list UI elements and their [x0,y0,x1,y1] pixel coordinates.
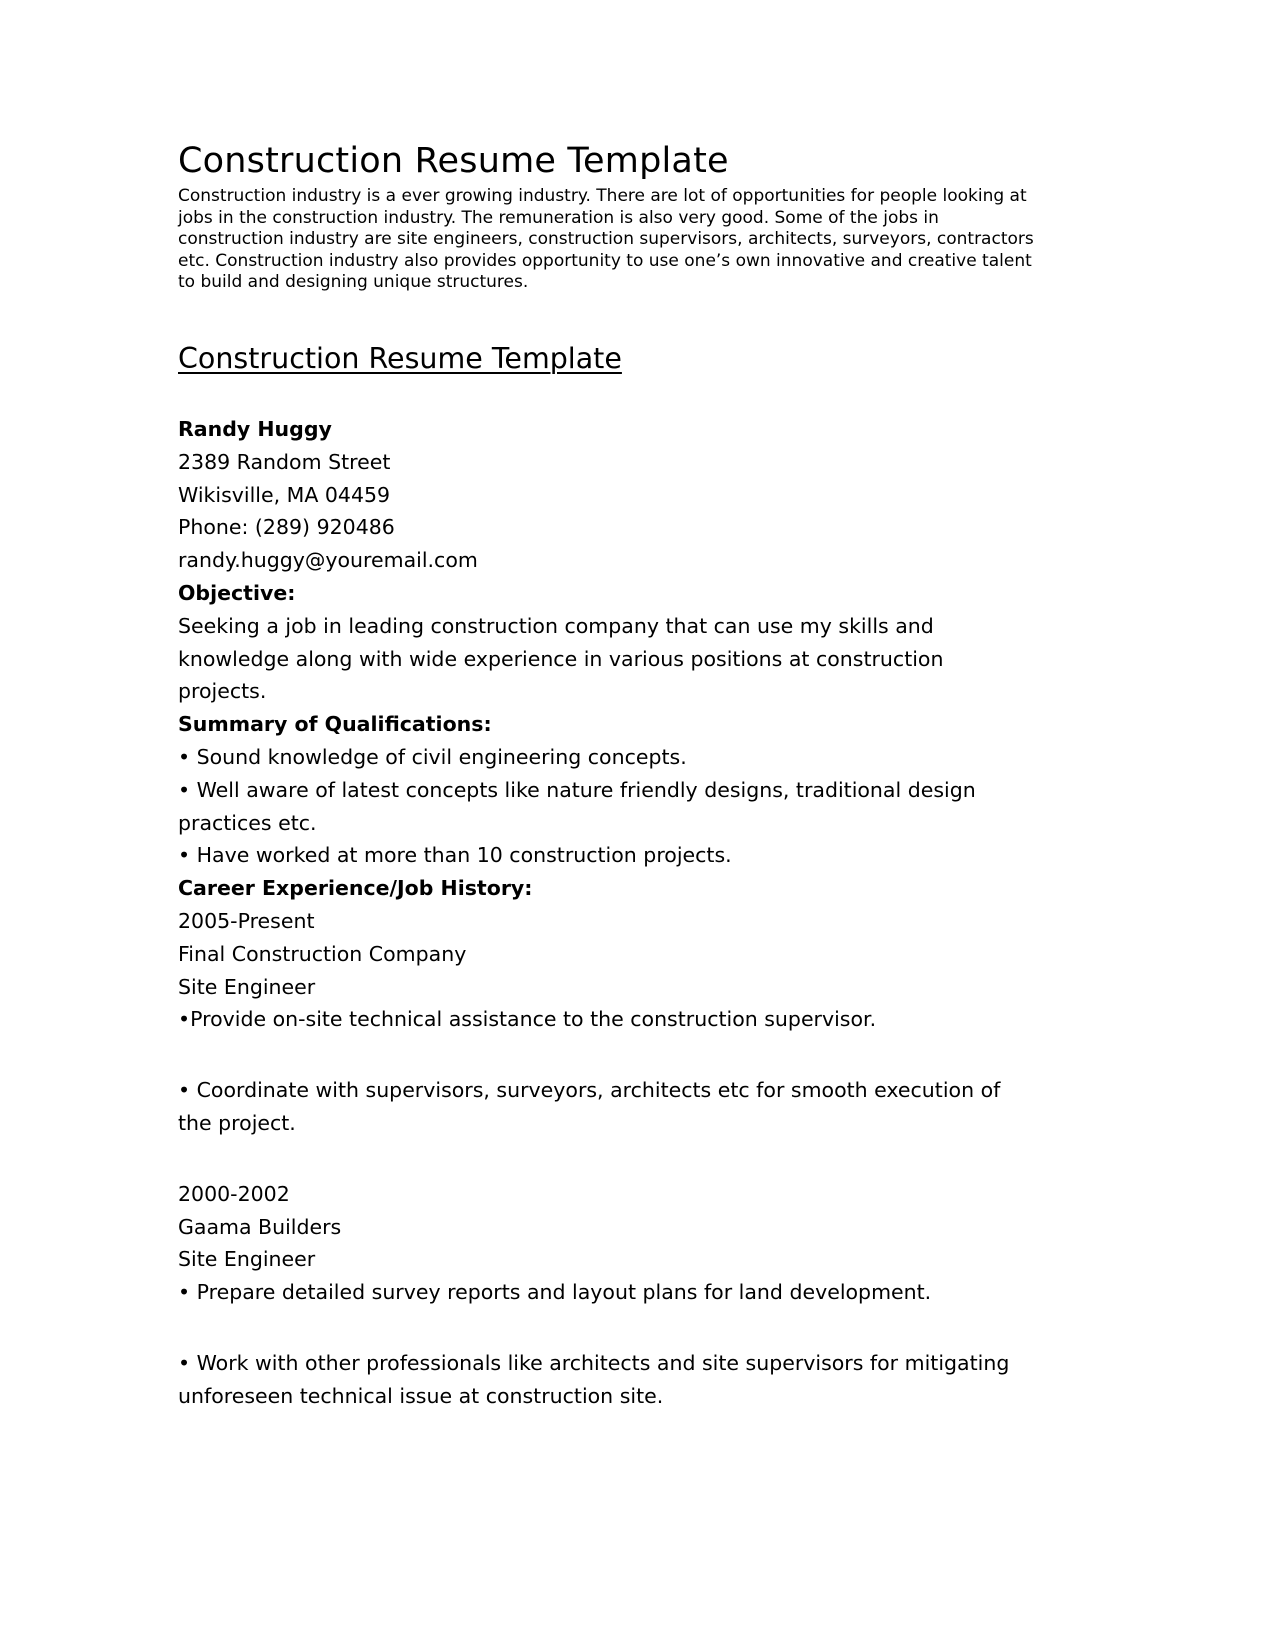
job-period: 2000-2002 [178,1181,290,1206]
job-title: Site Engineer [178,1247,316,1272]
job-entry [178,905,1058,1140]
email: randy.huggy@youremail.com [178,548,478,573]
qualification-item: • Sound knowledge of civil engineering concepts. [178,744,687,769]
intro-paragraph: Construction industry is a ever growing industry. There are lot of opportunities for people looking at jobs in the construction industry. The remuneration is also very good. Some of the jobs in construction industry are site engineers, construction supervisors, architects, surveyors, contractors etc. Construction industry also provides opportunity to use one’s own innovative and creative talent to build and designing unique structures. [178,186,1034,293]
qualification-item: • Well aware of latest concepts like nature friendly designs, traditional design practices etc. [178,777,983,835]
resume-heading: Construction Resume Template [178,341,622,375]
resume-body [178,413,1058,1413]
job-company: Final Construction Company [178,941,467,966]
job-duty: • Work with other professionals like architects and site supervisors for mitigating unforeseen technical issue at construction site. [178,1350,1016,1408]
spacer [178,1140,1058,1178]
spacer [178,1309,1058,1347]
objective-label: Objective: [178,580,296,605]
qualification-item: • Have worked at more than 10 construction projects. [178,843,732,868]
address-line-2: Wikisville, MA 04459 [178,482,391,507]
qualifications-label: Summary of Qualifications: [178,712,492,737]
objective-text: Seeking a job in leading construction company that can use my skills and knowledge along with wide experience in various positions at construction projects. [178,613,950,704]
document-page [178,140,1058,1412]
candidate-name: Randy Huggy [178,416,332,441]
job-duty: • Coordinate with supervisors, surveyors, architects etc for smooth execution of the project. [178,1078,1007,1135]
job-company: Gaama Builders [178,1214,342,1239]
spacer [178,1036,1058,1074]
job-title: Site Engineer [178,974,316,999]
job-duty: • Prepare detailed survey reports and layout plans for land development. [178,1280,932,1305]
career-label: Career Experience/Job History: [178,876,533,901]
document-title: Construction Resume Template [178,141,729,181]
address-line-1: 2389 Random Street [178,449,391,474]
job-period: 2005-Present [178,908,315,933]
job-entry [178,1178,1058,1413]
job-duty: •Provide on-site technical assistance to the construction supervisor. [178,1007,877,1032]
phone: Phone: (289) 920486 [178,515,395,540]
